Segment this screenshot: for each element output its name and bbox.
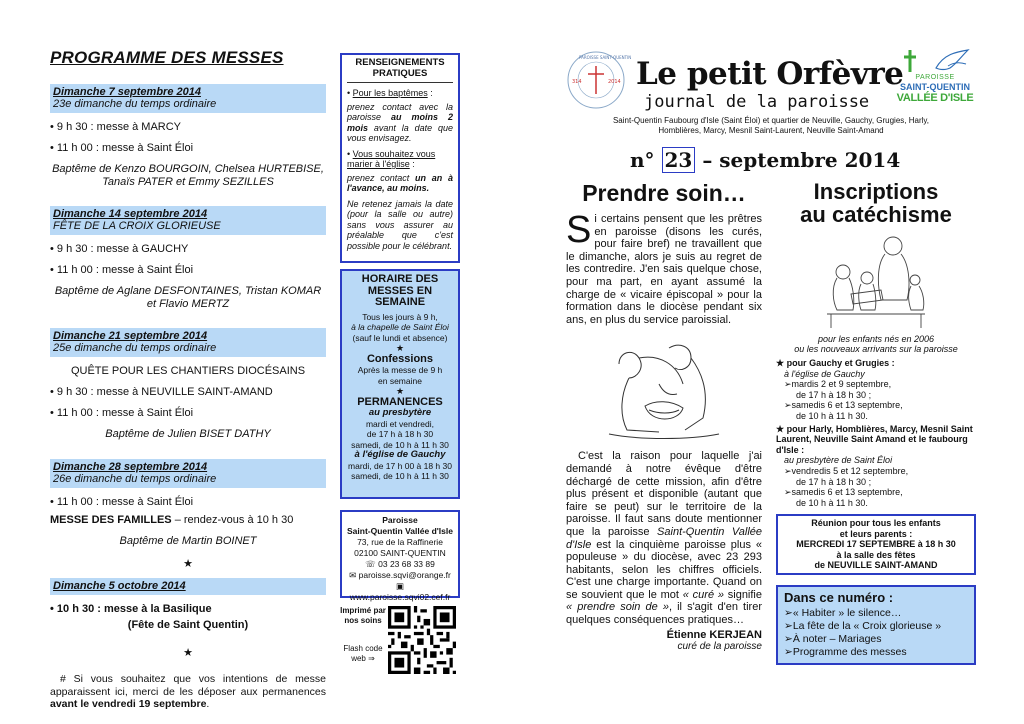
date-line: ➢ mardis 2 et 9 septembre,: [776, 379, 976, 390]
qr-section: [340, 602, 460, 678]
confessions-title: Confessions: [366, 353, 433, 365]
star-separator: ★: [183, 558, 193, 570]
practical-info-title: RENSEIGNEMENTS PRATIQUES: [347, 58, 453, 83]
mass-line: • 11 h 00 : messe à Saint Éloi: [50, 407, 194, 419]
parish-address: 73, rue de la Raffinerie: [357, 537, 443, 547]
author-role: curé de la paroisse: [677, 640, 762, 652]
children-reading-illustration-icon: [821, 230, 931, 330]
time-line: de 17 h à 18 h 30 ;: [796, 389, 872, 400]
newspaper-subtitle: journal de la paroisse: [644, 92, 870, 112]
practical-info-box: [340, 53, 460, 263]
printed-label: Imprimé par nos soins: [340, 606, 386, 625]
mass-line: • 9 h 30 : messe à GAUCHY: [50, 243, 189, 255]
time-line: de 10 h à 11 h 30.: [796, 497, 868, 508]
author-signature: Étienne KERJEAN: [666, 628, 762, 641]
date-line: ➢ samedis 6 et 13 septembre,: [776, 400, 976, 411]
mass-programme: [50, 48, 326, 711]
schedule-line: samedi, de 10 h à 11 h 30: [351, 439, 449, 450]
sunday-header: [50, 84, 326, 113]
editorial-para-1: [566, 209, 762, 326]
sunday-block: [50, 206, 326, 310]
mass-line: • 11 h 00 : messe à Saint Éloi: [50, 495, 194, 508]
newspaper-title: Le petit Orfèvre: [636, 56, 904, 92]
logo-line-3: VALLÉE D'ISLE: [896, 92, 974, 104]
meeting-line: de NEUVILLE SAINT-AMAND: [814, 560, 938, 571]
registration-schedule: [776, 358, 976, 508]
editorial-para-2: [566, 450, 762, 626]
in-this-issue-heading: Dans ce numéro :: [784, 589, 894, 605]
baptism-note: Baptême de Kenzo BOURGOIN, Chelsea HURTEBISE, Tanaïs PATER et Emmy SEZILLES: [52, 163, 324, 188]
baptism-info-text: [347, 102, 453, 144]
sunday-header: [50, 328, 326, 357]
drop-cap: S: [566, 209, 592, 251]
parish-email[interactable]: ✉ paroisse.sqvi@orange.fr: [349, 570, 451, 580]
registration-heading-1: Inscriptions: [813, 179, 939, 204]
meeting-date: MERCREDI 17 SEPTEMBRE à 18 h 30: [796, 539, 956, 550]
baptism-note: Baptême de Aglane DESFONTAINES, Tristan KOMAR et Flavio MERTZ: [54, 285, 322, 310]
seal-year-left: 314: [572, 79, 582, 85]
issue-date: – septembre 2014: [695, 148, 901, 172]
seal-text: PAROISSE SAINT-QUENTIN: [579, 55, 632, 60]
mass-line: • 10 h 30 : messe à la Basilique: [50, 603, 212, 615]
group-title: ★ pour Harly, Homblières, Marcy, Mesnil Saint Laurent, Neuville Saint Amand et le faubourg d'Isle :: [776, 423, 973, 455]
qr-code-icon[interactable]: [388, 606, 456, 674]
sunday-block: [50, 328, 326, 441]
foot-washing-illustration-icon: [599, 334, 729, 444]
weekday-schedule-box: [340, 269, 460, 499]
baptism-info-head: Pour les baptêmes: [352, 88, 428, 98]
para2-a: C'est la raison pour laquelle j'ai demandé à notre évêque d'être déchargé de cette mission, afin d'être plus présent et disponible (autant que faire se peut) sur le territoire de la paroisse. Il faut sans doute mentionner que la paroisse: [566, 450, 762, 538]
meeting-line: à la salle des fêtes: [836, 549, 916, 560]
seal-year-right: 2014: [608, 79, 621, 85]
schedule-line: à la chapelle de Saint Éloi: [351, 322, 449, 332]
parish-city: 02100 SAINT-QUENTIN: [354, 548, 446, 558]
baptism-text-c: avant la date que vous envisagez.: [347, 122, 453, 143]
sunday-date: Dimanche 21 septembre 2014: [53, 330, 208, 342]
parish-districts: [566, 116, 976, 136]
star-separator: ★: [395, 386, 405, 396]
feast-note: (Fête de Saint Quentin): [127, 619, 249, 631]
sunday-header: [50, 206, 326, 235]
logo-line-2: SAINT-QUENTIN: [899, 82, 970, 92]
marriage-text-a: prenez contact: [347, 172, 416, 183]
parish-phone: ☏ 03 23 68 33 89: [365, 559, 435, 569]
issue-item: ➢ « Habiter » le silence…: [784, 607, 968, 620]
family-mass-line: [50, 514, 326, 527]
baptism-text-b: au moins 2 mois: [347, 112, 453, 133]
sunday-block: [50, 578, 326, 632]
registration-heading-2: au catéchisme: [800, 202, 952, 227]
para2-d: « curé »: [682, 588, 724, 601]
districts-line-2: Homblières, Marcy, Mesnil Saint-Laurent, Neuville Saint-Amand: [658, 126, 884, 135]
sunday-header: [50, 578, 326, 595]
schedule-line: Tous les jours à 9 h,: [362, 311, 438, 322]
sunday-desc: 26e dimanche du temps ordinaire: [53, 472, 217, 485]
group-title: ★ pour Gauchy et Grugies :: [776, 358, 895, 368]
time-line: de 17 h à 18 h 30 ;: [796, 476, 872, 487]
sunday-date: Dimanche 5 octobre 2014: [53, 580, 186, 592]
presbytery-label: au presbytère: [368, 407, 432, 418]
issue-num: 23: [662, 147, 696, 173]
para2-e: signifie: [723, 588, 762, 601]
sunday-header: [50, 459, 326, 488]
date-line: ➢ vendredis 5 et 12 septembre,: [776, 466, 976, 477]
weekday-schedule-title: HORAIRE DES MESSES EN SEMAINE: [361, 273, 439, 308]
issue-number: [630, 148, 900, 172]
schedule-line: samedi, de 10 h à 11 h 30: [351, 471, 449, 481]
parish-name-full: Saint-Quentin Vallée d'Isle: [347, 526, 453, 536]
in-this-issue-box: [776, 585, 976, 665]
para2-c: est la cinquième paroisse plus « populeuse » du diocèse, avec 23 293 habitants, selon les chiffres officiels. C'est une charge importante. Quand on se souvient que le mot: [566, 538, 762, 601]
sunday-date: Dimanche 28 septembre 2014: [53, 460, 208, 473]
marriage-text-b: un an à l'avance, au moins.: [347, 172, 453, 193]
registration-note-1: pour les enfants nés en 2006: [817, 334, 935, 344]
parish-name: Paroisse: [382, 515, 418, 525]
masthead: [566, 48, 976, 172]
para1-text: i certains pensent que les prêtres en paroisse (disons les curés, pour faire bref) ne travaillent que le dimanche, alors je suis au regret de les contredire. J'en sais quelque chose, pour ma part, en ayant assumé la charge de « vicaire épiscopal » pour la formation dans le diocèse pendant six ans, en plus du service paroissial.: [566, 213, 762, 326]
date-warning-text: Ne retenez jamais la date (pour la salle ou autre) sans vous assurer au préalable que c'est possible pour le célébrant.: [347, 198, 453, 251]
schedule-line: de 17 h à 18 h 30: [366, 429, 434, 439]
issue-item: ➢ Programme des messes: [784, 646, 968, 659]
marriage-info: [347, 149, 453, 194]
mass-line: • 11 h 00 : messe à Saint Éloi: [50, 264, 194, 276]
marriage-info-text: [347, 173, 453, 194]
baptism-text-a: prenez contact avec la paroisse: [347, 101, 453, 122]
sunday-date: Dimanche 14 septembre 2014: [53, 208, 208, 220]
intentions-footnote: [50, 673, 326, 711]
time-line: de 10 h à 11 h 30.: [796, 410, 868, 421]
issue-item: ➢ La fête de la « Croix glorieuse »: [784, 620, 968, 633]
star-separator: ★: [395, 343, 405, 353]
sunday-block: [50, 459, 326, 548]
footnote-deadline: avant le vendredi 19 septembre: [50, 698, 207, 710]
programme-title: PROGRAMME DES MESSES: [50, 48, 284, 67]
gauchy-label: à l'église de Gauchy: [354, 449, 446, 460]
date-line: ➢ samedis 6 et 13 septembre,: [776, 487, 976, 498]
family-mass-label: MESSE DES FAMILLES: [50, 513, 172, 526]
parish-contact-box: [340, 510, 460, 602]
mass-line: • 11 h 00 : messe à Saint Éloi: [50, 142, 194, 154]
marriage-info-colon: :: [409, 159, 415, 169]
catechism-registration: [776, 180, 976, 665]
bullet: •: [347, 148, 353, 159]
schedule-line: (sauf le lundi et absence): [352, 332, 448, 343]
baptism-note: Baptême de Julien BISET DATHY: [105, 428, 271, 440]
front-page: [566, 48, 976, 658]
group-location: à l'église de Gauchy: [784, 368, 865, 379]
collection-note: QUÊTE POUR LES CHANTIERS DIOCÉSAINS: [70, 365, 306, 377]
schedule-line: mardi, de 17 h 00 à 18 h 30: [348, 460, 452, 471]
sunday-date: Dimanche 7 septembre 2014: [53, 86, 201, 98]
baptism-info-colon: :: [427, 88, 433, 98]
jubilee-seal-icon: [566, 50, 632, 110]
districts-line-1: Saint-Quentin Faubourg d'Isle (Saint Éloi) et quartier de Neuville, Gauchy, Grugies, Harly,: [612, 116, 930, 125]
meeting-line: Réunion pour tous les enfants: [811, 518, 941, 529]
mass-line: • 9 h 30 : messe à NEUVILLE SAINT-AMAND: [50, 386, 273, 398]
baptism-note: Baptême de Martin BOINET: [119, 534, 257, 547]
schedule-line: Après la messe de 9 h: [357, 365, 443, 375]
date-warning: [347, 199, 453, 252]
schedule-line: mardi et vendredi,: [365, 418, 435, 429]
sunday-desc: 25e dimanche du temps ordinaire: [53, 342, 217, 354]
group-location: au presbytère de Saint Éloi: [784, 455, 893, 466]
star-separator: ★: [183, 647, 193, 659]
flashcode-label: Flash code web ⇒: [343, 644, 383, 663]
para2-f: « prendre soin de »: [566, 601, 669, 614]
issue-item: ➢ À noter – Mariages: [784, 633, 968, 646]
marriage-info-head: Vous souhaitez vous marier à l'église: [347, 148, 436, 169]
para2-g: , il s'agit d'en tirer quelques conséquences pratiques…: [566, 601, 762, 627]
bullet: •: [347, 88, 353, 98]
mass-line: • 9 h 30 : messe à MARCY: [50, 121, 182, 133]
editorial-article: [566, 180, 762, 652]
editorial-heading: Prendre soin…: [582, 180, 746, 206]
meeting-line: et leurs parents :: [839, 528, 913, 539]
registration-note-2: ou les nouveaux arrivants sur la paroisse: [794, 344, 958, 354]
baptism-info: [347, 88, 453, 144]
family-mass-time: – rendez-vous à 10 h 30: [171, 513, 294, 526]
sunday-desc: FÊTE DE LA CROIX GLORIEUSE: [53, 220, 221, 232]
parish-logo: [896, 48, 976, 112]
issue-prefix: n°: [630, 148, 662, 172]
logo-line-1: PAROISSE: [915, 74, 955, 81]
parish-website[interactable]: ▣ www.paroisse.sqvi02.cef.fr: [349, 581, 451, 602]
footnote-text: # Si vous souhaitez que vos intentions de messe apparaissent ici, merci de les déposer aux permanences: [50, 673, 326, 698]
footnote-end: .: [206, 698, 210, 710]
schedule-line: en semaine: [378, 375, 422, 386]
sunday-block: [50, 84, 326, 188]
permanences-title: PERMANENCES: [357, 396, 443, 408]
practical-sidebar: [340, 53, 460, 678]
cross-dove-icon: [896, 48, 976, 76]
parents-meeting-box: [776, 514, 976, 575]
sunday-desc: 23e dimanche du temps ordinaire: [53, 98, 217, 110]
para2-b: Saint-Quentin Vallée d'Isle: [566, 525, 762, 551]
